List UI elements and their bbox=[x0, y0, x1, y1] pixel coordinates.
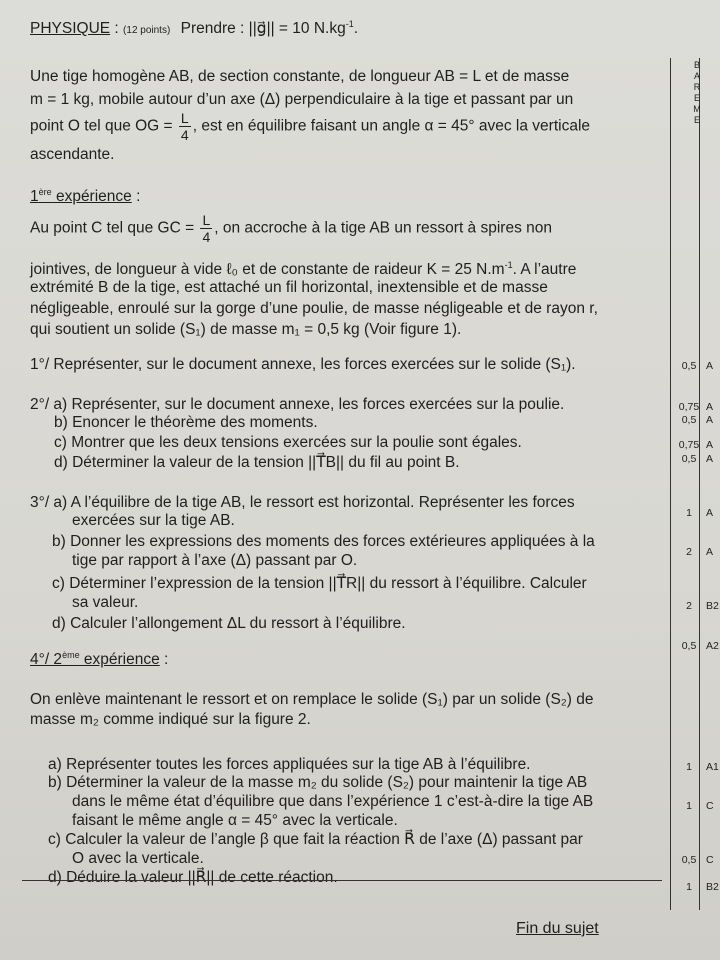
question-4a: a) Représenter toutes les forces appliquées sur la tige AB à l’équilibre. bbox=[48, 756, 531, 773]
question-2a: 2°/ a) Représenter, sur le document annexe, les forces exercées sur la poulie. bbox=[30, 396, 565, 413]
fraction-og: $\frac{L}{4}$ bbox=[180, 110, 189, 143]
bareme-letters: B A R E M E bbox=[693, 60, 701, 125]
criterion-q4a: A1 bbox=[706, 761, 719, 773]
criterion-q3c: B2 bbox=[706, 600, 719, 612]
question-4c-line1: c) Calculer la valeur de l’angle β que fait la réaction R⃗ de l’axe (Δ) passant par bbox=[48, 831, 583, 848]
given-text: Prendre : ||g⃗|| = 10 N.kg bbox=[180, 20, 346, 38]
question-3b-line2: tige par rapport à l’axe (Δ) passant par O. bbox=[72, 552, 358, 569]
criterion-q3b: A bbox=[706, 546, 714, 558]
question-4d: d) Déduire la valeur ||R⃗|| de cette réaction. bbox=[48, 869, 338, 886]
p2-line-3: extrémité B de la tige, est attaché un fil horizontal, inextensible et de masse bbox=[30, 279, 548, 296]
bottom-divider bbox=[22, 880, 662, 881]
bareme-column bbox=[670, 58, 700, 910]
points-q1: 0,5 bbox=[681, 360, 697, 372]
points-q3d: 0,5 bbox=[681, 640, 697, 652]
fraction-gc: $\frac{L}{4}$ bbox=[202, 212, 211, 245]
p3-line-1: On enlève maintenant le ressort et on remplace le solide (S₁) par un solide (S₂) de bbox=[30, 691, 594, 708]
points-q3b: 2 bbox=[686, 546, 692, 558]
end-of-subject: Fin du sujet bbox=[516, 920, 599, 937]
question-2b: b) Enoncer le théorème des moments. bbox=[54, 414, 318, 431]
criterion-q4c: C bbox=[706, 854, 714, 866]
points-q2b: 0,5 bbox=[681, 414, 697, 426]
intro-line-2: m = 1 kg, mobile autour d’un axe (Δ) perpendiculaire à la tige et passant par un bbox=[30, 91, 574, 108]
points-q4c: 0,5 bbox=[681, 854, 697, 866]
question-4c-line2: O avec la verticale. bbox=[72, 850, 204, 867]
criterion-q2c: A bbox=[706, 439, 714, 451]
criterion-q1: A bbox=[706, 360, 714, 372]
question-2c: c) Montrer que les deux tensions exercées sur la poulie sont égales. bbox=[54, 434, 522, 451]
question-2d: d) Déterminer la valeur de la tension ||T⃗B|| du fil au point B. bbox=[54, 454, 460, 471]
points-q3a: 1 bbox=[686, 507, 692, 519]
question-1: 1°/ Représenter, sur le document annexe, les forces exercées sur le solide (S₁). bbox=[30, 356, 576, 373]
question-3b-line1: b) Donner les expressions des moments des forces extérieures appliquées à la bbox=[52, 533, 595, 550]
question-3a-line1: 3°/ a) A l’équilibre de la tige AB, le ressort est horizontal. Représenter les forces bbox=[30, 494, 575, 511]
p2-line-4: négligeable, enroulé sur la gorge d’une poulie, de masse négligeable et de rayon r, bbox=[30, 300, 598, 317]
criterion-q3a: A bbox=[706, 507, 714, 519]
criterion-q4d: B2 bbox=[706, 881, 719, 893]
section-title: PHYSIQUE bbox=[30, 20, 111, 38]
question-3d: d) Calculer l’allongement ΔL du ressort à l’équilibre. bbox=[52, 615, 406, 632]
experience-1-heading: 1ère expérience : bbox=[30, 187, 141, 206]
points-q4b: 1 bbox=[686, 800, 692, 812]
points-q2d: 0,5 bbox=[681, 453, 697, 465]
question-4b-line1: b) Déterminer la valeur de la masse m₂ du solide (S₂) pour maintenir la tige AB bbox=[48, 774, 588, 791]
intro-line-1: Une tige homogène AB, de section constante, de longueur AB = L et de masse bbox=[30, 68, 570, 85]
p2-line-2: jointives, de longueur à vide ℓ₀ et de constante de raideur K = 25 $N.m^{-1}$. A l’autre bbox=[30, 260, 577, 279]
p2-line-5: qui soutient un solide (S₁) de masse m₁ = 0,5 kg (Voir figure 1). bbox=[30, 321, 462, 338]
points-q4a: 1 bbox=[686, 761, 692, 773]
question-3a-line2: exercées sur la tige AB. bbox=[72, 512, 235, 529]
intro-line-3: point O tel que OG = $\frac{L}{4}$ , est en équilibre faisant un angle α = 45° avec la verticale bbox=[30, 110, 591, 143]
experience-2-heading: 4°/ 2ème expérience : bbox=[30, 650, 169, 669]
p3-line-2: masse m₂ comme indiqué sur la figure 2. bbox=[30, 711, 311, 728]
question-4b-line3: faisant le même angle α = 45° avec la verticale. bbox=[72, 812, 398, 829]
points-q3c: 2 bbox=[686, 600, 692, 612]
points-label: (12 points) bbox=[123, 25, 171, 37]
points-q4d: 1 bbox=[686, 881, 692, 893]
header-line: PHYSIQUE : (12 points) Prendre : ||g⃗|| = 10 $N.kg^{-1}$. bbox=[30, 19, 359, 38]
points-q2a: 0,75 bbox=[678, 401, 700, 413]
intro-line-4: ascendante. bbox=[30, 146, 115, 163]
criterion-q2a: A bbox=[706, 401, 714, 413]
question-3c-line1: c) Déterminer l’expression de la tension ||T⃗R|| du ressort à l’équilibre. Calculer bbox=[52, 575, 587, 592]
question-3c-line2: sa valeur. bbox=[72, 594, 139, 611]
points-q2c: 0,75 bbox=[678, 439, 700, 451]
question-4b-line2: dans le même état d’équilibre que dans l’expérience 1 c’est-à-dire la tige AB bbox=[72, 793, 594, 810]
criterion-q3d: A2 bbox=[706, 640, 719, 652]
criterion-q2b: A bbox=[706, 414, 714, 426]
criterion-q2d: A bbox=[706, 453, 714, 465]
criterion-q4b: C bbox=[706, 800, 714, 812]
p2-line-1: Au point C tel que GC = $\frac{L}{4}$ , on accroche à la tige AB un ressort à spires non bbox=[30, 212, 552, 245]
